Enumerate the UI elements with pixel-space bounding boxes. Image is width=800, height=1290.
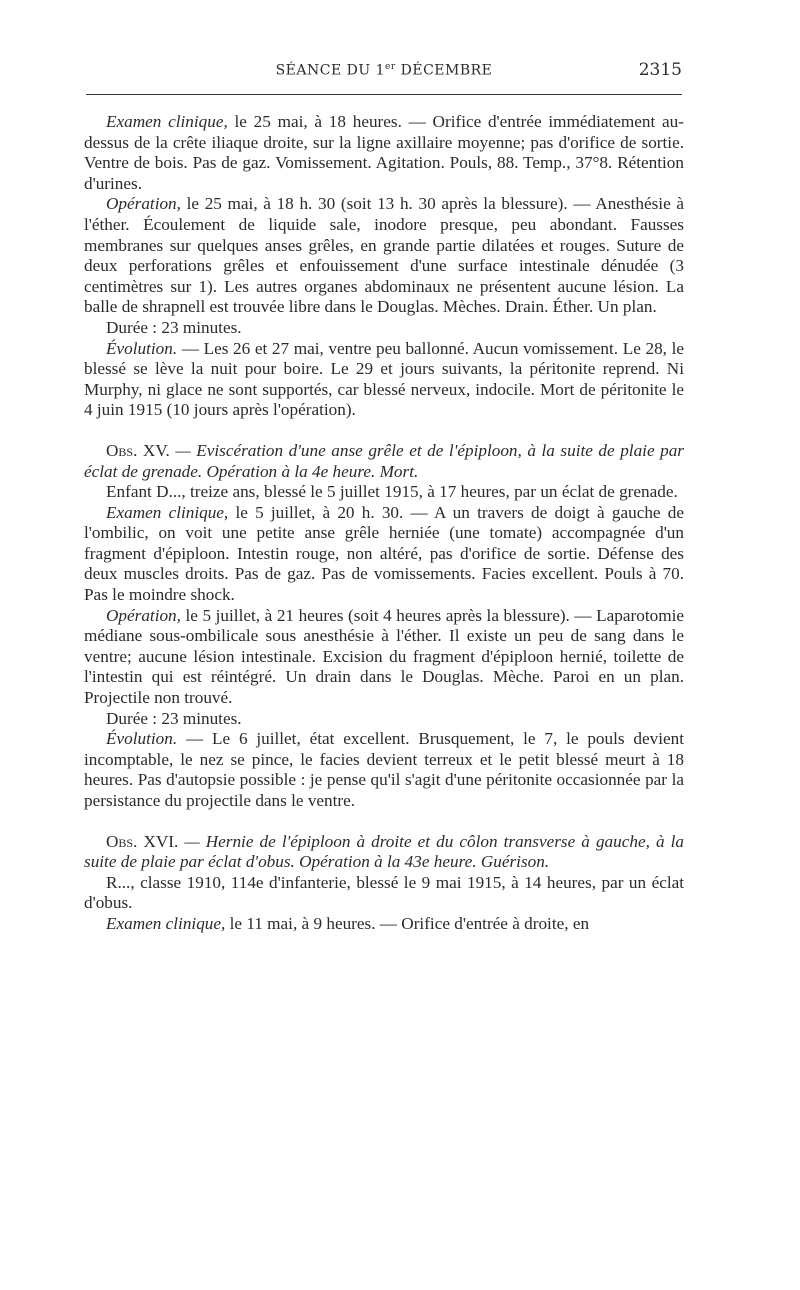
paragraph [84, 606, 684, 709]
section-lead: Évolution. [106, 338, 178, 358]
paragraph [84, 873, 684, 914]
section-lead: Opération, [106, 194, 181, 214]
section-lead: Examen clinique, [106, 502, 229, 522]
observation-number: Obs. XVI. [106, 831, 179, 851]
page-number: 2315 [638, 60, 682, 80]
paragraph-text: — Le 6 juillet, état excellent. Brusquement, le 7, le pouls devient incomptable, le nez se pince, le facies devient terreux et le petit blessé meurt à 18 heures. Pas d'autopsie possible : je pense qu'il s'agit d'une péritonite occasionnée par la persistance du projectile dans le ventre. [84, 729, 684, 810]
section-lead: Examen clinique, [106, 112, 228, 131]
body-text [84, 112, 684, 935]
paragraph-text: le 25 mai, à 18 heures. — Orifice d'entrée immédiatement au-dessus de la crête iliaque droite, sur la ligne axillaire moyenne; pas d'orifice de sortie. Ventre de bois. Pas de gaz. Vomissement. Agitation. Pouls, 88. Temp., 37°8. Rétention d'urines. [84, 112, 684, 193]
observation-number: Obs. XV. [106, 440, 170, 460]
paragraph [84, 832, 684, 873]
observation-title: — Eviscération d'une anse grêle et de l'épiploon, à la suite de plaie par éclat de grenade. Opération à la 4e heure. Mort. [84, 440, 684, 481]
paragraph [84, 441, 684, 482]
paragraph [84, 482, 684, 503]
paragraph [84, 194, 684, 318]
header-rule [86, 94, 682, 95]
paragraph [84, 112, 684, 194]
section-lead: Opération, [106, 605, 181, 625]
paragraph [84, 318, 684, 339]
paragraph [84, 914, 684, 935]
paragraph-text: — Les 26 et 27 mai, ventre peu ballonné. Aucun vomissement. Le 28, le blessé se lève la nuit pour boire. Le 29 et jours suivants, la péritonite reprend. Ni Murphy, ni glace ne sont supportés, car blessé nerveux, indocile. Mort de péritonite le 4 juin 1915 (10 jours après l'opération). [84, 338, 684, 420]
section-lead: Évolution. [106, 729, 178, 749]
paragraph [84, 709, 684, 730]
paragraph-text: le 25 mai, à 18 h. 30 (soit 13 h. 30 après la blessure). — Anesthésie à l'éther. Écoulement de liquide sale, inodore presque, peu abondant. Fausses membranes sur quelques anses grêles, en grande partie dilatées et rouges. Suture de deux perforations grêles et enfouissement d'une surface intestinale dénudée (3 centimètres sur 1). Les autres organes abdominaux ne présentent aucune lésion. La balle de shrapnell est trouvée libre dans le Douglas. Mèches. Drain. Éther. Un plan. [84, 194, 684, 317]
paragraph-text: Enfant D..., treize ans, blessé le 5 juillet 1915, à 17 heures, par un éclat de grenade. [106, 482, 678, 502]
running-title: SÉANCE DU 1er DÉCEMBRE [275, 62, 493, 79]
paragraph-text: le 5 juillet, à 21 heures (soit 4 heures après la blessure). — Laparotomie médiane sous-ombilicale sous anesthésie à l'éther. Il existe un peu de sang dans le ventre; aucune lésion intestinale. Excision du fragment d'épiploon hernié, toilette de l'intestin qui est réintégré. Un drain dans le Douglas. Mèche. Paroi en un plan. Projectile non trouvé. [84, 605, 684, 708]
running-header [86, 58, 682, 84]
paragraph-text: le 11 mai, à 9 heures. — Orifice d'entrée à droite, en [225, 913, 590, 933]
paragraph [84, 339, 684, 421]
paragraph-text: R..., classe 1910, 114e d'infanterie, blessé le 9 mai 1915, à 14 heures, par un éclat d'obus. [84, 872, 684, 913]
paragraph-text: le 5 juillet, à 20 h. 30. — A un travers de doigt à gauche de l'ombilic, on voit une petite anse grêle herniée (une tomate) accompagnée d'un fragment d'épiploon. Intestin rouge, non altéré, pas d'orifice de sortie. Défense des deux muscles droits. Pas de gaz. Pas de vomissements. Facies excellent. Pouls à 70. Pas le moindre shock. [84, 502, 684, 605]
paragraph-text: Durée : 23 minutes. [106, 708, 242, 728]
observation-title: — Hernie de l'épiploon à droite et du côlon transverse à gauche, à la suite de plaie par éclat d'obus. Opération à la 43e heure. Guérison. [84, 831, 684, 872]
paragraph-text: Durée : 23 minutes. [106, 317, 242, 337]
paragraph [84, 729, 684, 811]
section-lead: Examen clinique, [106, 913, 226, 933]
paragraph [84, 503, 684, 606]
